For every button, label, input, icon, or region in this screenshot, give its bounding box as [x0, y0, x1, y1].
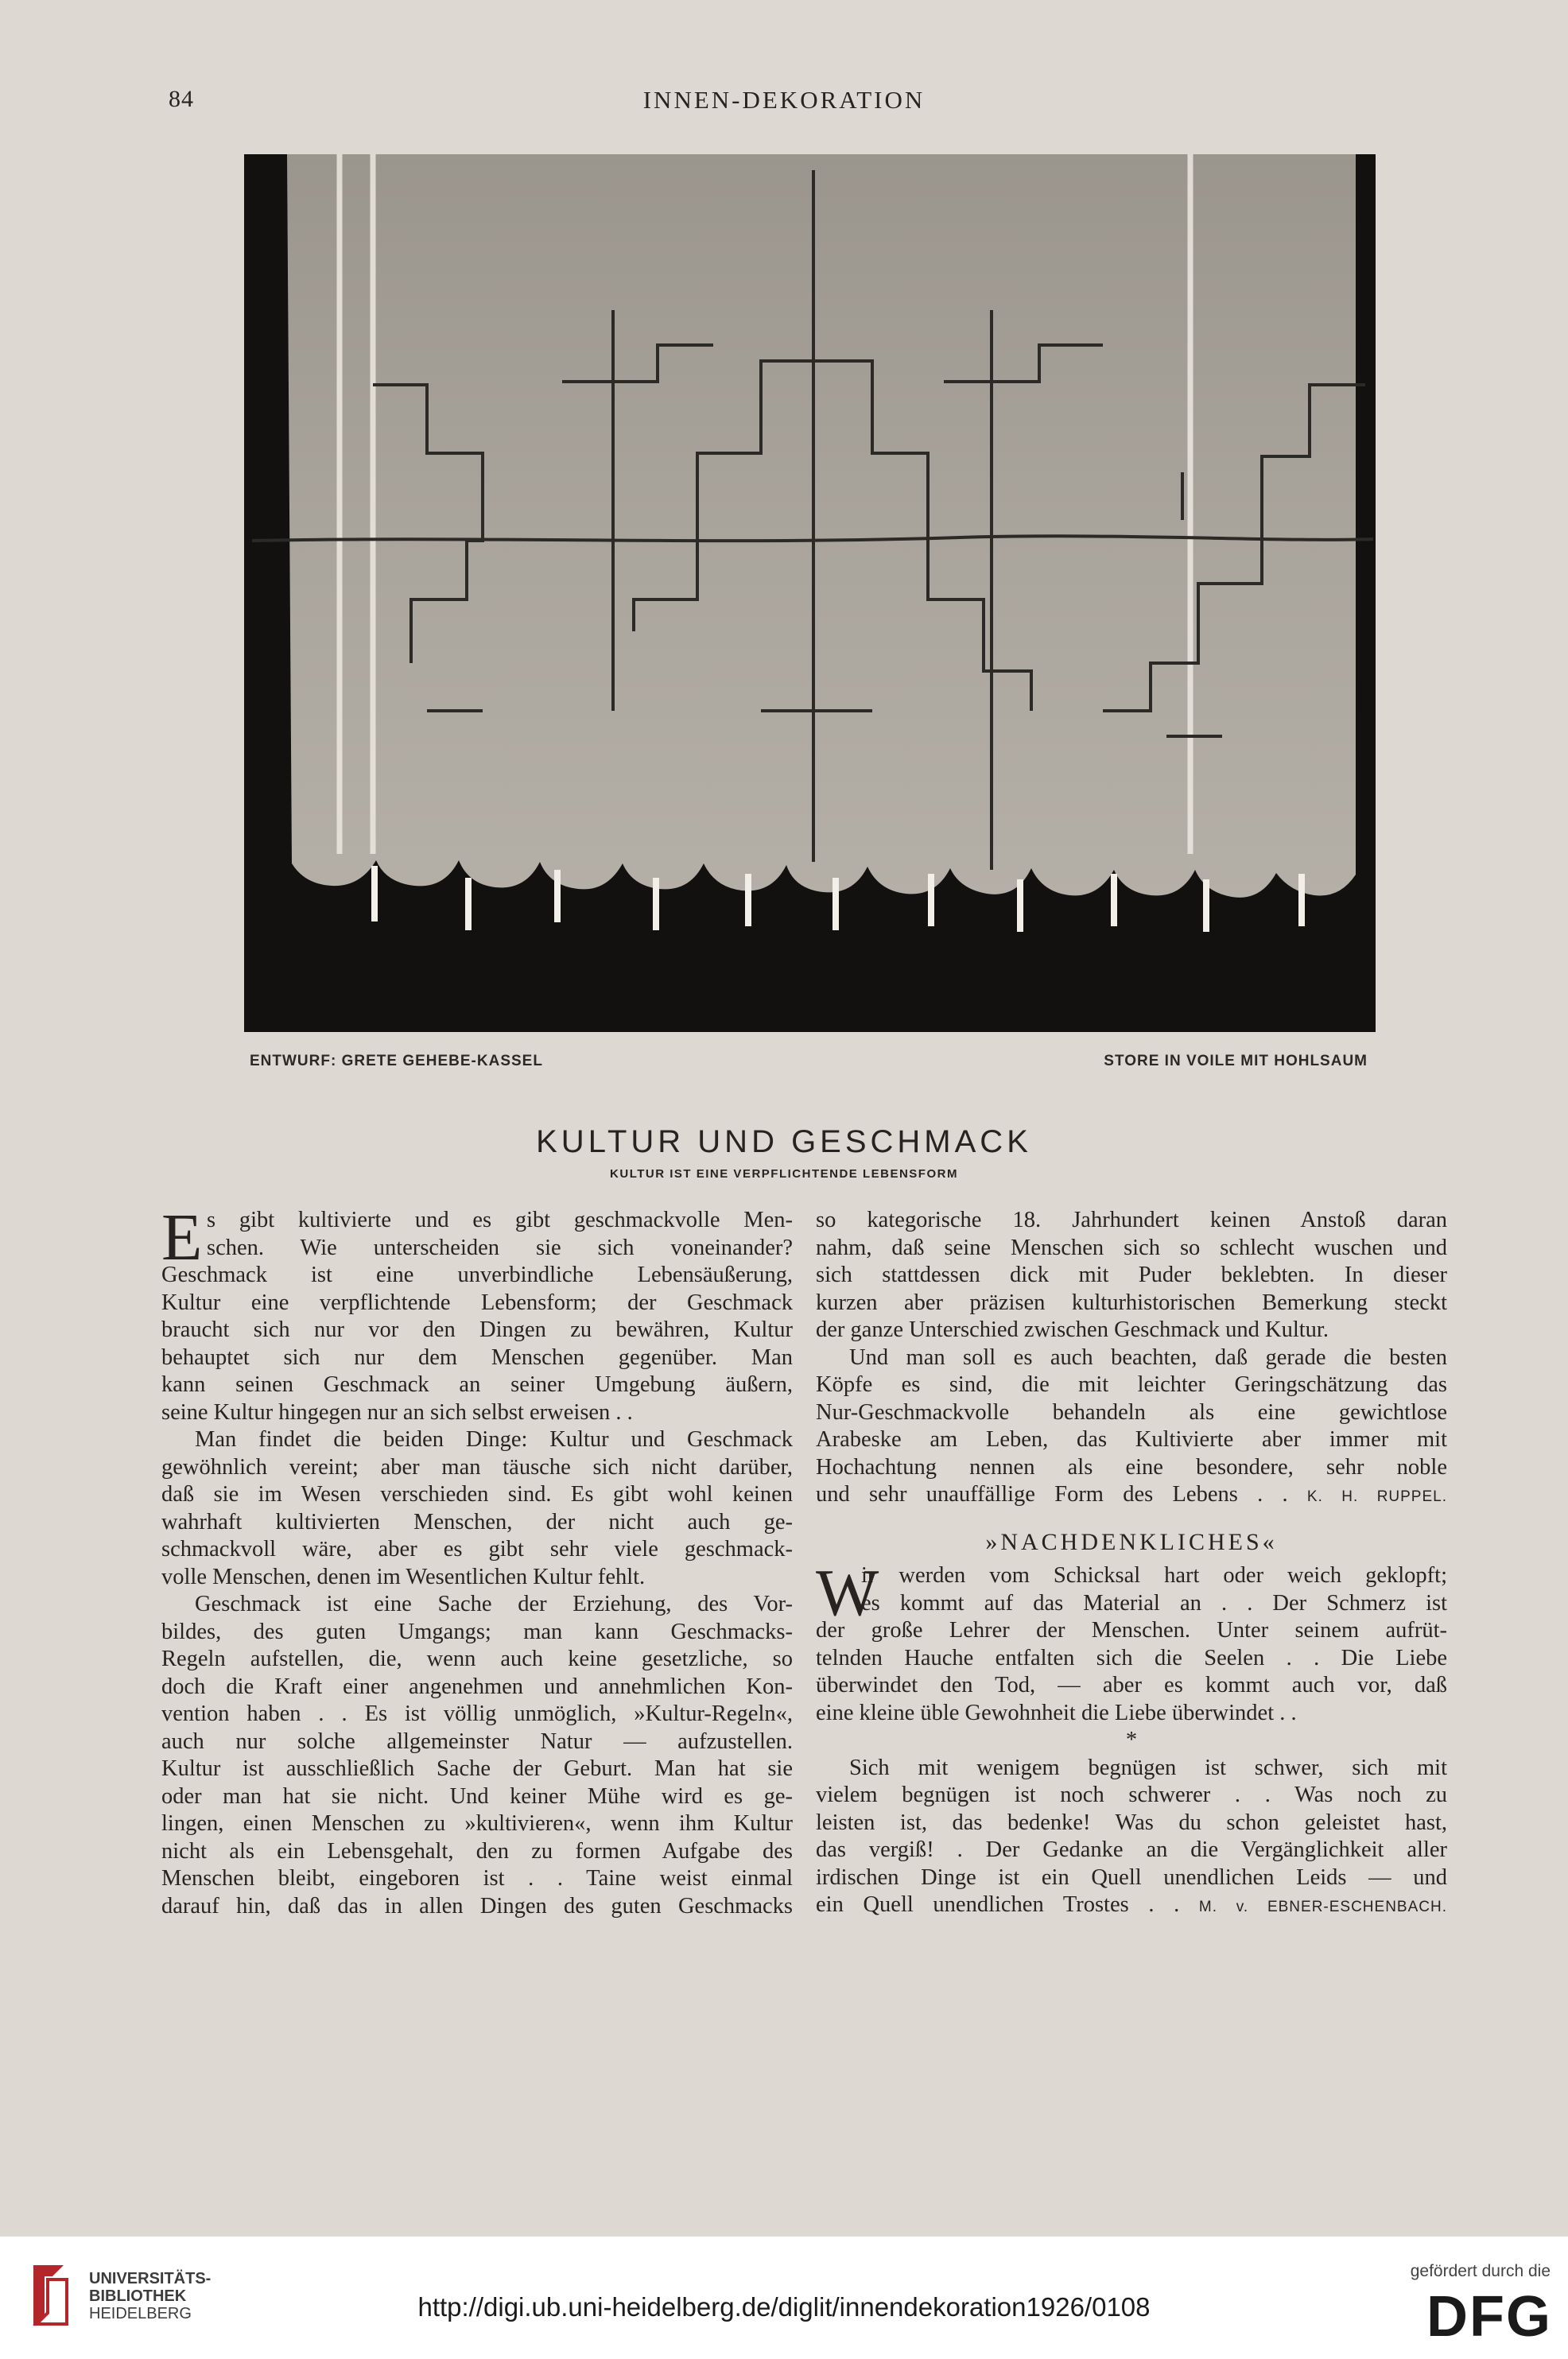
text-line: kurzen aber präzisen kulturhistorischen Bemerkung steckt [816, 1290, 1447, 1315]
separator-asterisk: * [1125, 1728, 1138, 1752]
text-line: Hochachtung nennen als eine besondere, sehr noble [816, 1454, 1447, 1480]
text-line: wahrhaft kultivierten Menschen, der nicht auch ge- [161, 1509, 793, 1535]
text-line: auch nur solche allgemeinster Natur — aufzustellen. [161, 1729, 793, 1754]
text-line: sich stattdessen dick mit Puder beklebten. In dieser [816, 1263, 1447, 1287]
text-line: Arabeske am Leben, das Kultivierte aber immer mit [816, 1427, 1447, 1452]
text-line: Nur-Geschmackvolle behandeln als eine gewichtlose [816, 1399, 1447, 1425]
library-city: HEIDELBERG [89, 2305, 192, 2322]
text-line: der große Lehrer der Menschen. Unter seinem aufrüt- [816, 1618, 1447, 1643]
text-line: so kategorische 18. Jahrhundert keinen Anstoß daran [816, 1208, 1447, 1232]
text-line: s gibt kultivierte und es gibt geschmackvolle Men- [207, 1208, 793, 1232]
drop-cap: W [816, 1556, 879, 1630]
text-line: es kommt auf das Material an . . Der Schmerz ist [861, 1590, 1447, 1616]
source-url-link[interactable]: http://digi.ub.uni-heidelberg.de/diglit/innendekoration1926/0108 [417, 2292, 1151, 2322]
text-line: telnden Hauche entfalten sich die Seelen . . Die Liebe [816, 1645, 1447, 1670]
dfg-logo: DFG [1426, 2285, 1552, 2349]
text-line: Menschen bleibt, eingeboren ist . . Taine weist einmal [161, 1866, 793, 1891]
text-line: ir werden vom Schicksal hart oder weich geklopft; [861, 1563, 1447, 1588]
text-line: seine Kultur hingegen nur an sich selbst erweisen . . [161, 1399, 633, 1425]
text-line: und sehr unauffällige Form des Lebens . . [816, 1482, 1288, 1507]
text-line: lingen, einen Menschen zu »kultivieren«, wenn ihm Kultur [161, 1811, 793, 1836]
text-line: nahm, daß seine Menschen sich so schlecht wuschen und [816, 1235, 1447, 1260]
text-line: oder man hat sie nicht. Und keiner Mühe wird es ge- [161, 1783, 793, 1809]
text-line: überwindet den Tod, — aber es kommt auch vor, daß [816, 1673, 1447, 1697]
text-line: daß sie im Wesen verschieden sind. Es gibt wohl keinen [161, 1482, 793, 1507]
text-line: der ganze Unterschied zwischen Geschmack und Kultur. [816, 1317, 1329, 1342]
article-author: K. H. RUPPEL. [1306, 1488, 1448, 1505]
text-line: Man findet die beiden Dinge: Kultur und Geschmack [195, 1427, 793, 1452]
text-line: leisten ist, das bedenke! Was du schon geleistet hast, [816, 1810, 1447, 1835]
figure-caption-description: STORE IN VOILE MIT HOHLSAUM [1104, 1053, 1368, 1069]
figure-caption-designer: ENTWURF: GRETE GEHEBE-KASSEL [250, 1053, 543, 1069]
text-line: Geschmack ist eine Sache der Erziehung, des Vor- [195, 1592, 793, 1616]
curtain-fabric [287, 154, 1356, 898]
text-line: ein Quell unendlichen Trostes . . [816, 1892, 1180, 1917]
text-line: das vergiß! . Der Gedanke an die Vergänglichkeit aller [816, 1837, 1447, 1862]
text-line: bildes, des guten Umgangs; man kann Geschmacks- [161, 1619, 793, 1644]
text-line: eine kleine üble Gewohnheit die Liebe überwindet . . [816, 1700, 1297, 1725]
section-title: »NACHDENKLICHES« [985, 1528, 1278, 1555]
running-title: INNEN-DEKORATION [642, 86, 926, 114]
text-line: Kultur ist ausschließlich Sache der Geburt. Man hat sie [161, 1756, 793, 1781]
left-column [161, 1201, 793, 1920]
library-name: UNIVERSITÄTS- BIBLIOTHEK [89, 2270, 212, 2305]
text-line: Und man soll es auch beachten, daß gerade die besten [849, 1344, 1447, 1370]
right-column [816, 1207, 1447, 1922]
text-line: vielem begnügen ist noch schwerer . . Was noch zu [816, 1783, 1447, 1807]
text-line: nicht als ein Lebensgehalt, den zu formen Aufgabe des [161, 1838, 793, 1864]
text-line: gewöhnlich vereint; aber man täusche sich nicht darüber, [161, 1454, 793, 1480]
funding-note: gefördert durch die [1410, 2262, 1551, 2280]
text-line: behauptet sich nur dem Menschen gegenüber. Man [161, 1344, 793, 1370]
text-line: kann seinen Geschmack an seiner Umgebung äußern, [161, 1372, 793, 1397]
curtain-illustration [244, 154, 1376, 1032]
drop-cap: E [161, 1201, 203, 1275]
text-line: Köpfe es sind, die mit leichter Geringschätzung das [816, 1372, 1447, 1397]
text-line-with-author [816, 1481, 1447, 1511]
text-line: Geschmack ist eine unverbindliche Lebensäußerung, [161, 1263, 793, 1287]
page-number: 84 [169, 86, 194, 112]
section-body [816, 1556, 1447, 1922]
text-line: vention haben . . Es ist völlig unmöglich, »Kultur-Regeln«, [161, 1701, 793, 1726]
text-line: braucht sich nur vor den Dingen zu bewähren, Kultur [161, 1317, 793, 1342]
section-author: M. v. EBNER-ESCHENBACH. [1198, 1899, 1447, 1915]
text-line: doch die Kraft einer angenehmen und annehmlichen Kon- [161, 1674, 793, 1699]
text-line: volle Menschen, denen im Wesentlichen Kultur fehlt. [161, 1564, 646, 1589]
text-line: darauf hin, daß das in allen Dingen des guten Geschmacks [161, 1893, 793, 1919]
curtain-photo [244, 154, 1376, 1032]
text-line: Sich mit wenigem begnügen ist schwer, sich mit [849, 1755, 1447, 1780]
text-line-with-author [816, 1891, 1447, 1922]
text-line: irdischen Dinge ist ein Quell unendlichen Leids — und [816, 1864, 1447, 1890]
text-line: schmackvoll wäre, aber es gibt sehr viele geschmack- [161, 1537, 793, 1562]
text-line: Kultur eine verpflichtende Lebensform; der Geschmack [161, 1290, 793, 1315]
text-line: schen. Wie unterscheiden sie sich voneinander? [207, 1235, 793, 1260]
article-subtitle: KULTUR IST EINE VERPFLICHTENDE LEBENSFORM [610, 1167, 958, 1181]
text-line: Regeln aufstellen, die, wenn auch keine gesetzliche, so [161, 1647, 793, 1671]
article-title: KULTUR UND GESCHMACK [536, 1124, 1032, 1159]
